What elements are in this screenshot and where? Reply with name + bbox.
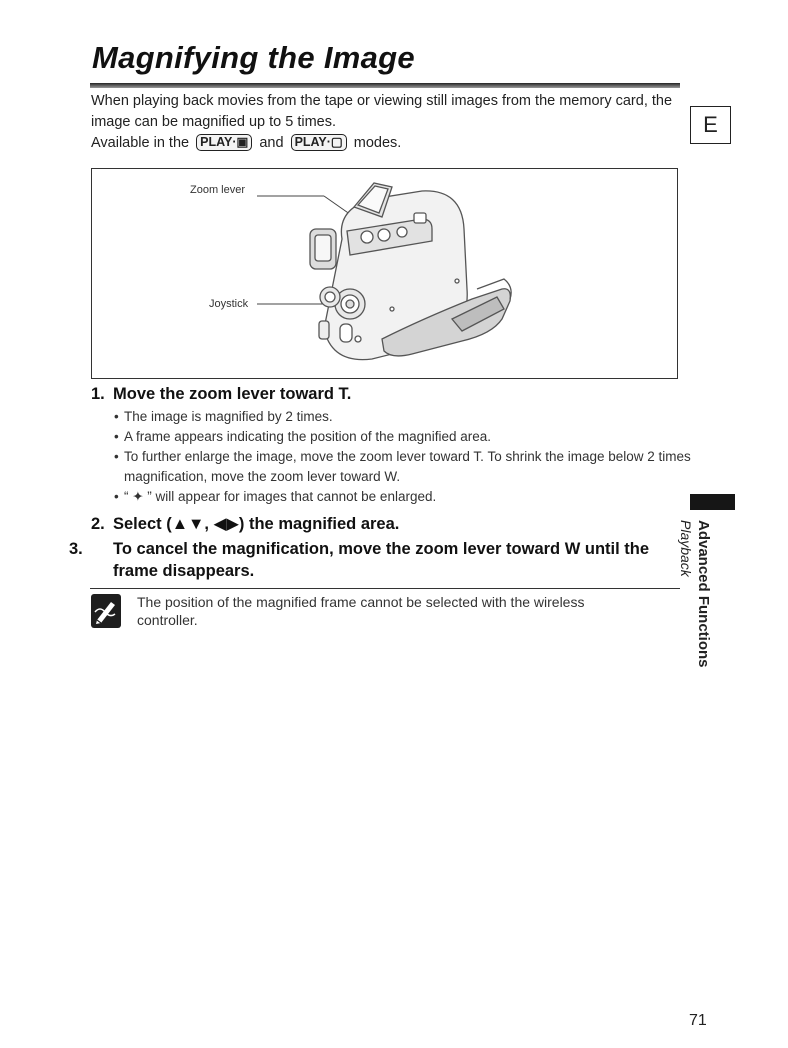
list-item: • The image is magnified by 2 times. — [114, 409, 333, 424]
title-rule — [90, 83, 680, 88]
language-tab: E — [690, 106, 731, 144]
step-3-heading — [69, 538, 691, 582]
step-1-bullets — [91, 407, 691, 507]
intro-text: When playing back movies from the tape or viewing still images from the memory card, the image can be magnified up to 5 times. — [91, 93, 673, 130]
section-tab-marker — [690, 494, 735, 510]
availability-line — [91, 133, 681, 154]
camcorder-body — [310, 183, 511, 360]
list-item: • “ ✦ ” will appear for images that cannot be enlarged. — [114, 489, 437, 504]
mode-badge-play-tape: PLAY·▣ — [196, 134, 252, 151]
list-item: • A frame appears indicating the position of the magnified area. — [114, 429, 491, 444]
camcorder-illustration — [91, 168, 678, 379]
intro — [91, 91, 681, 154]
section-sidebar — [678, 520, 712, 668]
step-1-text: Move the zoom lever toward T. — [113, 385, 352, 403]
availability-and: and — [259, 135, 284, 151]
note-divider — [90, 588, 680, 589]
step-2-text: Select (▲▼, ◀▶) the magnified area. — [113, 515, 400, 533]
steps — [69, 383, 691, 582]
page-number: 71 — [689, 1012, 707, 1029]
availability-prefix: Available in the — [91, 135, 190, 151]
camcorder-drawing — [92, 169, 679, 380]
step-1-number: 1. — [91, 385, 105, 403]
step-2-heading — [91, 513, 691, 535]
bullet-text: The image is magnified by 2 times. — [124, 409, 333, 424]
section-title: Advanced Functions — [695, 520, 712, 668]
zoom-lever-label: Zoom lever — [190, 184, 246, 196]
bullet-text: A frame appears indicating the position of the magnified area. — [124, 429, 491, 444]
bullet-text: To further enlarge the image, move the zoom lever toward T. To shrink the image below 2 times magnification, move the zoom lever toward W. — [124, 449, 691, 484]
mode-badge-play-card: PLAY·▢ — [291, 134, 347, 151]
list-item: • To further enlarge the image, move the zoom lever toward T. To shrink the image below 2 times magnification, move the zoom lever toward W. — [114, 449, 691, 484]
page-title: Magnifying the Image — [92, 40, 415, 75]
step-3-number: 3. — [69, 540, 83, 558]
bullet-text: “ ✦ ” will appear for images that cannot be enlarged. — [124, 489, 437, 504]
step-1-heading — [91, 383, 691, 405]
subsection-title: Playback — [678, 520, 694, 577]
joystick-label: Joystick — [209, 298, 249, 310]
availability-suffix: modes. — [353, 135, 402, 151]
note-pencil-icon — [91, 594, 121, 628]
step-3-text: To cancel the magnification, move the zoom lever toward W until the frame disappears. — [113, 540, 650, 580]
note-text: The position of the magnified frame cannot be selected with the wireless controller. — [137, 594, 585, 628]
step-2-number: 2. — [91, 515, 105, 533]
